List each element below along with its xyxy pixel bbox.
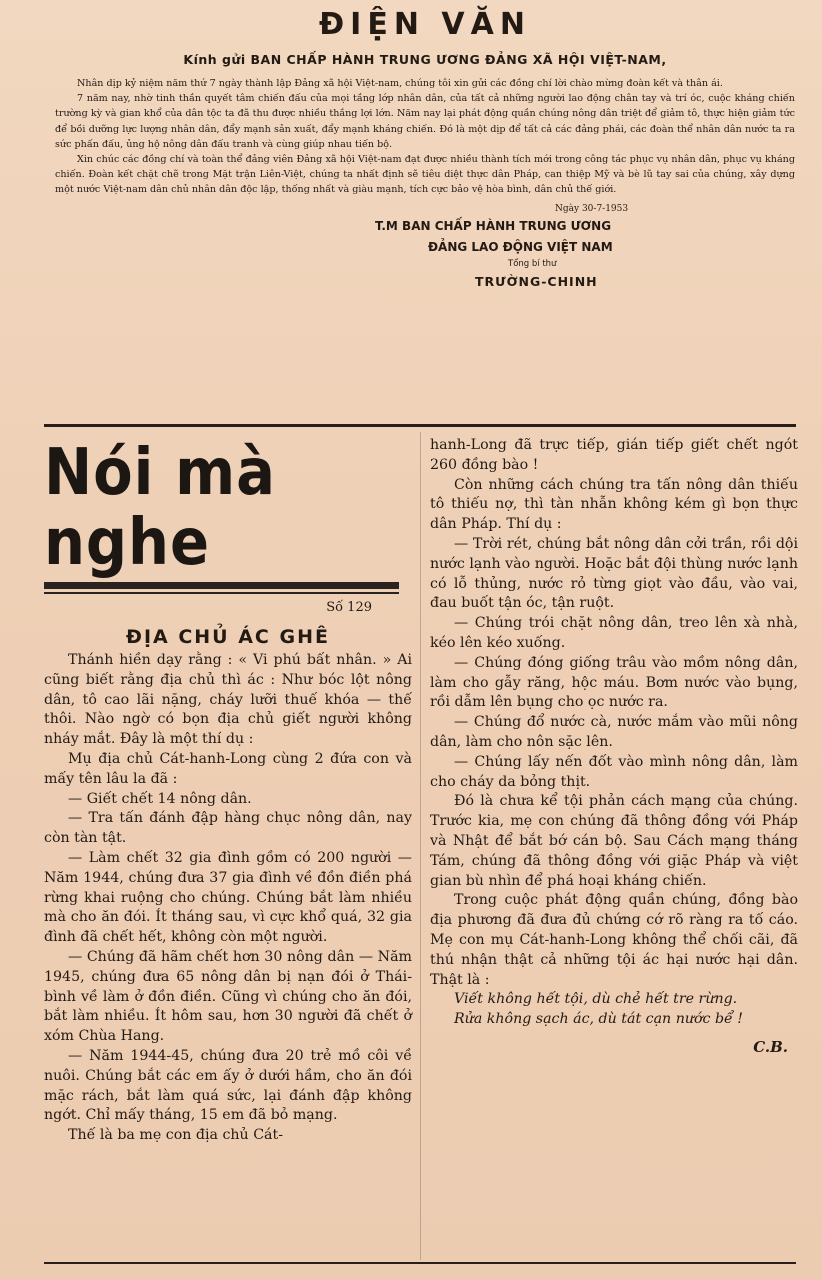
article-paragraph: Đó là chưa kể tội phản cách mạng của chúng. Trước kia, mẹ con chúng đã thông đồng với Pháp và Nhật để bắt bớ cán bộ. Sau Cách mạng tháng Tám, chúng đã thông đồng với giặc Pháp và việt gian bù nhìn để phá hoại kháng chiến.: [430, 793, 798, 889]
dien-van-paragraph: Xin chúc các đồng chí và toàn thể đảng viên Đảng xã hội Việt-nam đạt được nhiều thành tích mới trong công tác phục vụ nhân dân, phục vụ kháng chiến. Đoàn kết chặt chẽ trong Mặt trận Liên-Việt, chúng ta nhất định sẽ tiêu diệt thực dân Pháp, can thiệp Mỹ và bè lũ tay sai của chúng, xây dựng một nước Việt-nam dân chủ nhân dân độc lập, thống nhất và giàu mạnh, tích cực bảo vệ hòa bình, dân chủ thế giới.: [55, 154, 795, 196]
article-paragraph: — Chúng lấy nến đốt vào mình nông dân, làm cho cháy da bỏng thịt.: [430, 753, 798, 790]
signature-line-1: T.M BAN CHẤP HÀNH TRUNG ƯƠNG: [375, 218, 612, 233]
section-divider-rule: [44, 424, 796, 427]
article-paragraph: — Năm 1944-45, chúng đưa 20 trẻ mồ côi về nuôi. Chúng bắt các em ấy ở dưới hầm, cho ăn đói mặc rách, bắt làm quá sức, lại đánh đập không ngớt. Chỉ mấy tháng, 15 em đã bỏ mạng.: [44, 1047, 412, 1124]
article-paragraph: — Tra tấn đánh đập hàng chục nông dân, nay còn tàn tật.: [44, 810, 412, 847]
signature-line-4: TRƯỜNG-CHINH: [475, 273, 598, 289]
column-divider: [420, 432, 421, 1260]
article-paragraph: — Chúng đổ nước cà, nước mắm vào mũi nông dân, làm cho nôn sặc lên.: [430, 714, 798, 750]
dien-van-paragraph: Nhân dịp kỷ niệm năm thứ 7 ngày thành lập Đảng xã hội Việt-nam, chúng tôi xin gửi các đồng chí lời chào mừng đoàn kết và thân ái.: [77, 78, 723, 89]
dien-van-paragraph: 7 năm nay, nhờ tinh thần quyết tâm chiến đấu của mọi tầng lớp nhân dân, của tất cả những người lao động chân tay và trí óc, cuộc kháng chiến trường kỳ và gian khổ của dân tộc ta đã thu được nhiều thắng lợi lớn. Năm nay lại phát động quần chúng nông dân triệt để giảm tô, thực hiện giảm tức để bồi dưỡng lực lượng nhân dân, đẩy mạnh sản xuất, đẩy mạnh kháng chiến. Đó là một dịp để tất cả các đảng phái, các đoàn thể nhân dân nước ta ra sức phấn đấu, ủng hộ nông dân đấu tranh và cùng giúp nhau tiến bộ.: [55, 93, 795, 150]
article-paragraph: Còn những cách chúng tra tấn nông dân thiếu tô thiếu nợ, thì tàn nhẫn không kém gì bọn thực dân Pháp. Thí dụ :: [430, 476, 798, 533]
article-paragraph: Trong cuộc phát động quần chúng, đồng bào địa phương đã đưa đủ chứng cớ rõ ràng ra tố cáo. Mẹ con mụ Cát-hanh-Long không thể chối cãi, đã thú nhận thật cả những tội ác hại nước hại dân. Thật là :: [430, 892, 798, 988]
author-signature: C.B.: [753, 1037, 788, 1056]
dien-van-body: [55, 76, 795, 198]
masthead-rule: [44, 582, 399, 589]
article-paragraph: — Chúng đã hãm chết hơn 30 nông dân — Năm 1945, chúng đưa 65 nông dân bị nạn đói ở Thái-bình về làm ở đồn điền. Cũng vì chúng cho ăn đói, bắt làm nhiều. Ít hôm sau, hơn 30 người đã chết ở xóm Chùa Hang.: [44, 948, 412, 1045]
article-right-column: [430, 436, 798, 1056]
masthead-rule-thin: [44, 592, 399, 594]
dien-van-signature: [55, 216, 795, 292]
article-paragraph: — Chúng trói chặt nông dân, treo lên xà nhà, kéo lên kéo xuống.: [430, 615, 798, 651]
dien-van-title: ĐIỆN VĂN: [319, 7, 531, 42]
article-paragraph: — Chúng đóng giống trâu vào mồm nông dân, làm cho gẫy răng, hộc máu. Bơm nước vào bụng, rồi dẫm lên bụng cho ọc nước ra.: [430, 654, 798, 711]
article-paragraph: — Trời rét, chúng bắt nông dân cởi trần, rồi dội nước lạnh vào người. Hoặc bắt đội thùng nước lạnh có lỗ thủng, nước rỏ từng giọt vào đầu, vào vai, đau buốt tận óc, tận ruột.: [430, 535, 798, 612]
article-text-left: [44, 651, 412, 1146]
signature-line-3: Tổng bí thư: [508, 258, 557, 269]
article-paragraph: — Giết chết 14 nông dân.: [68, 790, 252, 807]
article-paragraph: Thánh hiền dạy rằng : « Vi phú bất nhân. » Ai cũng biết rằng địa chủ thì ác : Như bóc lột nông dân, tô cao lãi nặng, cháy lưỡi thuế khóa — thế thôi. Nào ngờ có bọn địa chủ giết người không nháy mắt. Đây là một thí dụ :: [44, 652, 412, 748]
issue-number: Số 129: [326, 600, 372, 615]
bottom-rule: [44, 1262, 796, 1264]
dien-van-subtitle: Kính gửi BAN CHẤP HÀNH TRUNG ƯƠNG ĐẢNG XÃ HỘI VIỆT-NAM,: [183, 52, 667, 67]
article-paragraph: Mụ địa chủ Cát-hanh-Long cùng 2 đứa con và mấy tên lâu la đã :: [44, 750, 412, 787]
closing-verse-line: Rửa không sạch ác, dù tát cạn nước bể !: [454, 1011, 743, 1028]
signature-line-2: ĐẢNG LAO ĐỘNG VIỆT NAM: [428, 239, 613, 254]
article-headline: ĐỊA CHỦ ÁC GHÊ: [126, 626, 330, 648]
article-left-column: [44, 432, 412, 1146]
article-text-right: [430, 436, 798, 1030]
article-paragraph: hanh-Long đã trực tiếp, gián tiếp giết chết ngót 260 đồng bào !: [430, 437, 798, 473]
closing-verse-line: Viết không hết tội, dù chẻ hết tre rừng.: [454, 991, 738, 1008]
article-paragraph: — Làm chết 32 gia đình gồm có 200 người — Năm 1944, chúng đưa 37 gia đình về đồn điền phá rừng khai ruộng cho chúng. Chúng bắt làm nhiều mà cho ăn đói. Ít tháng sau, vì cực khổ quá, 32 gia đình đã chết hết, không còn một người.: [44, 849, 412, 946]
column-masthead: Nói mà nghe: [44, 436, 276, 580]
dien-van-date: Ngày 30-7-1953: [555, 203, 629, 214]
article-paragraph: Thế là ba mẹ con địa chủ Cát-: [68, 1127, 284, 1144]
dien-van-telegram: [55, 0, 795, 420]
